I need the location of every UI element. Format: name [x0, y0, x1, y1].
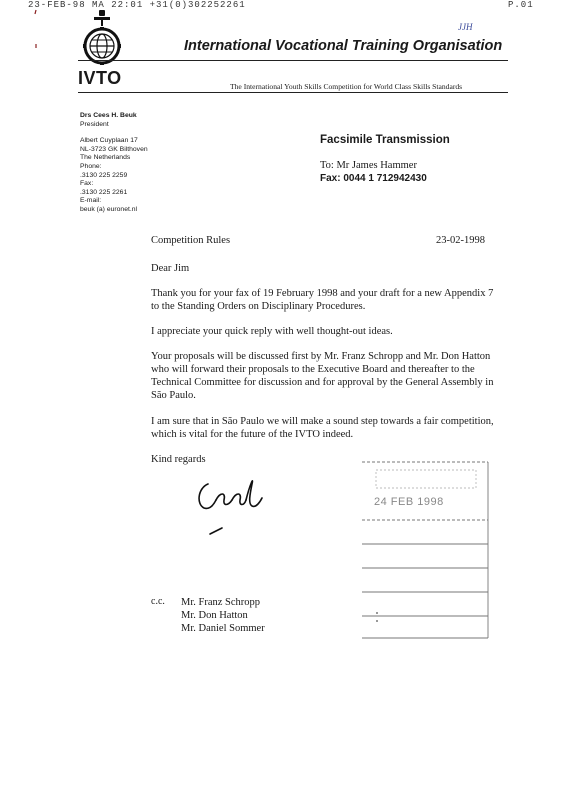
- letter-subject: Competition Rules: [151, 235, 231, 246]
- fax-header-line: 23-FEB-98 MA 22:01 +31(0)302252261: [28, 0, 246, 10]
- sender-block: [80, 112, 190, 215]
- fax-page-number: P.01: [508, 0, 534, 10]
- sender-country: The Netherlands: [80, 154, 131, 162]
- sender-name: Drs Cees H. Beuk: [80, 112, 137, 119]
- handwritten-signature: [190, 470, 280, 540]
- cc-recipient: Mr. Don Hatton: [181, 610, 248, 621]
- header-rule-top: [78, 60, 508, 61]
- handwritten-initials: JJH: [458, 22, 473, 32]
- letter-paragraph-2: I appreciate your quick reply with well thought-out ideas.: [151, 326, 393, 337]
- stamp-received-date: 24 FEB 1998: [374, 496, 444, 508]
- sender-email-label: E-mail:: [80, 197, 102, 205]
- letter-paragraph-3: Your proposals will be discussed first by Mr. Franz Schropp and Mr. Don Hatton who will forward their proposals to the Executive Board and thereafter to the Technical Committee for discussion and for approval by the General Assembly in São Paulo.: [151, 351, 494, 401]
- fax-recipient: To: Mr James Hammer: [320, 160, 417, 171]
- sender-address-line2: NL-3723 GK Bilthoven: [80, 145, 148, 153]
- sender-phone-label: Phone:: [80, 162, 102, 170]
- sender-role: President: [80, 120, 109, 128]
- ivto-globe-logo-icon: [80, 8, 124, 68]
- fax-number: Fax: 0044 1 712942430: [320, 173, 427, 184]
- cc-recipient: Mr. Franz Schropp: [181, 597, 261, 608]
- logo-wordmark: IVTO: [78, 68, 122, 88]
- letter-paragraph-1: Thank you for your fax of 19 February 1998 and your draft for a new Appendix 7 to the Standing Orders on Disciplinary Procedures.: [151, 288, 494, 312]
- cc-label: c.c.: [151, 596, 165, 607]
- organisation-tagline: The International Youth Skills Competition for World Class Skills Standards: [230, 82, 463, 91]
- scan-edge-mark: [34, 8, 38, 78]
- letter-salutation: Dear Jim: [151, 263, 190, 274]
- fax-title: Facsimile Transmission: [320, 134, 450, 146]
- sender-fax: .3130 225 2261: [80, 188, 128, 196]
- sender-email: beuk (a) euronet.nl: [80, 205, 138, 213]
- organisation-name: International Vocational Training Organisation: [184, 38, 503, 54]
- sender-phone: .3130 225 2259: [80, 171, 128, 179]
- letter-closing: Kind regards: [151, 454, 206, 465]
- sender-fax-label: Fax:: [80, 180, 94, 188]
- received-stamp: [362, 460, 490, 642]
- letter-paragraph-4: I am sure that in São Paulo we will make a sound step towards a fair competition, which is vital for the future of the IVTO indeed.: [151, 416, 494, 440]
- letter-date: 23-02-1998: [436, 235, 485, 246]
- cc-list: [181, 596, 265, 635]
- header-rule-bottom: [78, 92, 508, 93]
- cc-recipient: Mr. Daniel Sommer: [181, 623, 265, 634]
- sender-address-line1: Albert Cuyplaan 17: [80, 137, 138, 145]
